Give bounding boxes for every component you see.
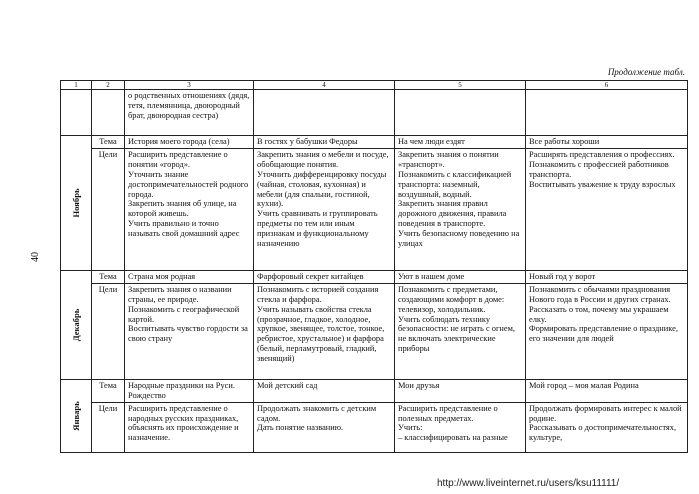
goal-item: Учить называть свойства стекла (прозрачное, гладкое, холодное, хрупкое, звенящее, толстое, тонкое, ребристое, хрустальное) и фарфора (белый, перламутровый, гладкий, звенящий)	[257, 304, 385, 364]
watermark-url: http://www.liveinternet.ru/users/ksu11111/	[437, 478, 620, 489]
goals-cell	[526, 283, 688, 379]
goal-item: Закрепить знания о мебели и посуде, обобщающие понятия.	[257, 149, 389, 169]
goal-item: Познакомить с географической картой.	[128, 304, 240, 324]
december-goals-row	[61, 283, 688, 379]
goals-cell	[254, 402, 395, 452]
celi-label: Цели	[92, 283, 125, 379]
goal-item: Познакомить с предметами, создающими комфорт в доме: телевизор, холодильник.	[398, 284, 505, 314]
goal-item: Учить безопасному поведению на улицах	[398, 229, 520, 249]
goals-cell	[526, 148, 688, 270]
tema-label: Тема	[92, 136, 125, 149]
goal-item: Рассказать о том, почему мы украшаем елку.	[529, 304, 669, 324]
goal-item: Продолжать формировать интерес к малой родине.	[529, 403, 682, 423]
goal-item: Учить правильно и точно называть свой домашний адрес	[128, 219, 240, 239]
goal-item: – классифицировать на разные	[398, 433, 508, 443]
column-number-row	[61, 81, 688, 90]
goals-cell	[526, 402, 688, 452]
goal-item: Учить соблюдать технику безопасности: не играть с огнем, не включать электрические приборы	[398, 314, 515, 354]
goal-item: Расширить представление о народных русских праздниках, объяснять их происхождение и назначение.	[128, 403, 239, 443]
november-goals-row	[61, 148, 688, 270]
page-number: 40	[30, 252, 41, 262]
goals-cell	[254, 283, 395, 379]
theme-cell: Мой город – моя малая Родина	[526, 379, 688, 402]
continuation-cell: о родственных отношениях (дядя, тетя, племянница, двоюродный брат, двоюродная сестра)	[125, 90, 254, 136]
december-theme-row	[61, 270, 688, 283]
goals-cell	[125, 283, 254, 379]
theme-cell: Новый год у ворот	[526, 270, 688, 283]
theme-cell: В гостях у бабушки Федоры	[254, 136, 395, 149]
celi-label: Цели	[92, 148, 125, 270]
col-number: 3	[125, 81, 254, 90]
col-number: 1	[61, 81, 92, 90]
theme-cell: История моего города (села)	[125, 136, 254, 149]
col-number: 6	[526, 81, 688, 90]
goals-cell	[395, 148, 526, 270]
goal-item: Закрепить знания о названии страны, ее природе.	[128, 284, 232, 304]
tema-label: Тема	[92, 270, 125, 283]
thematic-plan-table	[60, 80, 688, 453]
month-december: Декабрь	[61, 270, 92, 379]
goal-item: Учить сравнивать и группировать предметы по тем или иным признакам и функциональному назначению	[257, 209, 378, 249]
theme-cell: Мой детский сад	[254, 379, 395, 402]
theme-cell: На чем люди ездят	[395, 136, 526, 149]
goal-item: Закрепить знания правил дорожного движения, правила поведения в транспорте.	[398, 199, 507, 229]
col-number: 5	[395, 81, 526, 90]
month-november: Ноябрь	[61, 136, 92, 271]
theme-cell: Народные праздники на Руси. Рождество	[125, 379, 254, 402]
col-number: 4	[254, 81, 395, 90]
goal-item: Закрепить знания об улице, на которой живешь.	[128, 199, 237, 219]
goal-item: Воспитывать чувство гордости за свою страну	[128, 324, 248, 344]
col-number: 2	[92, 81, 125, 90]
month-january: Январь	[61, 379, 92, 452]
goal-item: Формировать представление о празднике, его значении для людей	[529, 324, 678, 344]
goal-item: Закрепить знания о понятии «транспорт».	[398, 149, 499, 169]
january-goals-row	[61, 402, 688, 452]
theme-cell: Страна моя родная	[125, 270, 254, 283]
november-theme-row	[61, 136, 688, 149]
goal-item: Дать понятие названию.	[257, 423, 344, 433]
goal-item: Уточнить знание достопримечательностей родного города.	[128, 169, 249, 199]
goal-item: Воспитывать уважение к труду взрослых	[529, 179, 676, 189]
theme-cell: Уют в нашем доме	[395, 270, 526, 283]
tema-label: Тема	[92, 379, 125, 402]
goal-item: Познакомить с историей создания стекла и фарфора.	[257, 284, 379, 304]
goal-item: Познакомить с профессией работников транспорта.	[529, 159, 669, 179]
goals-cell	[125, 402, 254, 452]
goal-item: Продолжать знакомить с детским садом.	[257, 403, 377, 423]
january-theme-row	[61, 379, 688, 402]
goals-cell	[395, 402, 526, 452]
table-continuation-caption: Продолжение табл.	[607, 67, 685, 77]
celi-label: Цели	[92, 402, 125, 452]
goal-item: Расширить представление о понятии «город».	[128, 149, 228, 169]
goals-cell	[395, 283, 526, 379]
goals-cell	[125, 148, 254, 270]
goal-item: Познакомить с обычаями празднования Нового года в России и других странах.	[529, 284, 671, 304]
continuation-row	[61, 90, 688, 136]
goal-item: Учить:	[398, 423, 423, 433]
goal-item: Уточнить дифференцировку посуды (чайная, столовая, кухонная) и мебели (для спальни, гостиной, кухни).	[257, 169, 387, 209]
theme-cell: Фарфоровый секрет китайцев	[254, 270, 395, 283]
theme-cell: Мои друзья	[395, 379, 526, 402]
goal-item: Расширять представления о профессиях.	[529, 149, 675, 159]
goal-item: Рассказывать о достопримечательностях, культуре,	[529, 423, 677, 443]
theme-cell: Все работы хороши	[526, 136, 688, 149]
goal-item: Познакомить с классификацией транспорта: наземный, воздушный, водный.	[398, 169, 512, 199]
goals-cell	[254, 148, 395, 270]
goal-item: Расширить представление о полезных предметах.	[398, 403, 498, 423]
